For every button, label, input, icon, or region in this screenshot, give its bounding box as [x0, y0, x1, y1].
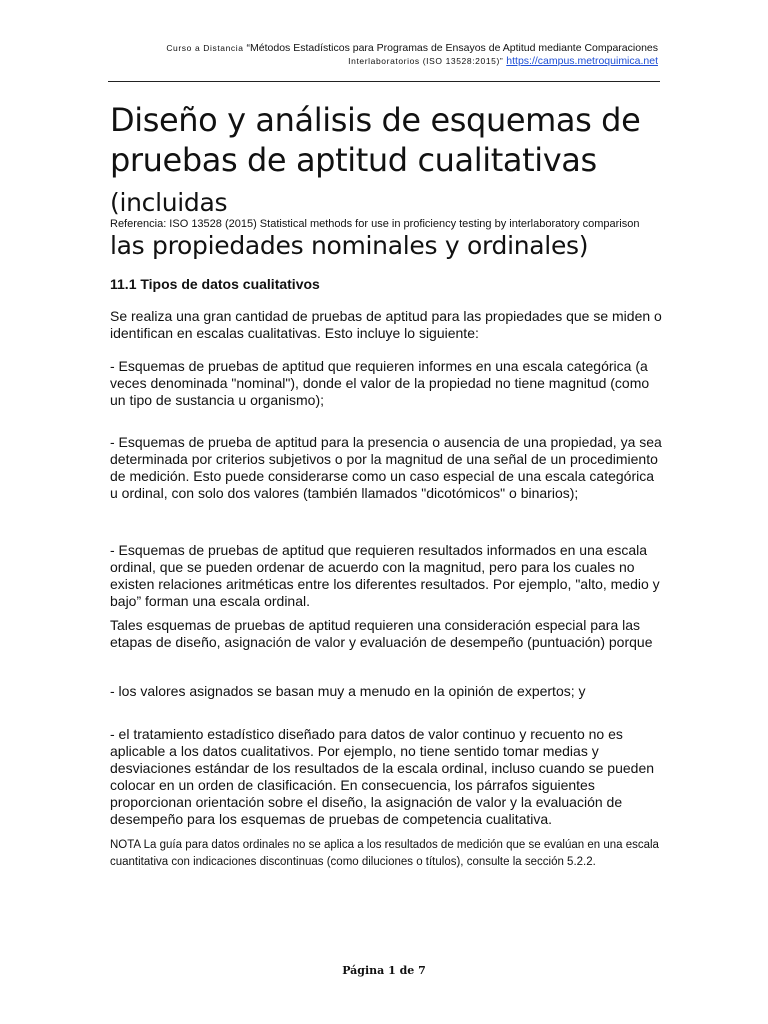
header-line-1	[110, 42, 658, 55]
header-line-2	[110, 55, 658, 68]
paragraph-consideration: Tales esquemas de pruebas de aptitud requieren una consideración especial para las etapas de diseño, asignación de valor y evaluación de desempeño (puntuación) porque	[110, 617, 653, 650]
reference-text: Referencia: ISO 13528 (2015) Statistical methods for use in proficiency testing by interlaboratory comparison	[110, 218, 640, 230]
paragraph-expert-opinion: - los valores asignados se basan muy a menudo en la opinión de expertos; y	[110, 683, 586, 699]
header-divider	[108, 81, 660, 82]
paragraph-dichotomous: - Esquemas de prueba de aptitud para la presencia o ausencia de una propiedad, ya sea determinada por criterios subjetivos o por la magnitud de una señal de un procedimiento de medición. Esto puede considerarse como un caso especial de una escala categórica u ordinal, con solo dos valores (también llamados "dicotómicos" o binarios);	[110, 434, 662, 501]
course-title-line2: Interlaboratorios (ISO 13528:2015)”	[348, 56, 504, 66]
section-title: 11.1 Tipos de datos cualitativos	[110, 276, 320, 292]
paragraph-categorical: - Esquemas de pruebas de aptitud que requieren informes en una escala categórica (a veces denominada "nominal"), donde el valor de la propiedad no tiene magnitud (como un tipo de sustancia u organismo);	[110, 358, 650, 408]
title-line3: las propiedades nominales y ordinales)	[110, 231, 589, 260]
note-text: NOTA La guía para datos ordinales no se aplica a los resultados de medición que se evalúan en una escala cuantitativa con indicaciones discontinuas (como diluciones o títulos), consulte la sección 5.2.2.	[110, 839, 659, 868]
page-title	[110, 100, 670, 266]
campus-link[interactable]: https://campus.metroquimica.net	[506, 55, 658, 67]
course-title-line1: “Métodos Estadísticos para Programas de Ensayos de Aptitud mediante Comparaciones	[246, 42, 658, 54]
page-header	[110, 42, 658, 68]
page-number: Página 1 de 7	[342, 964, 426, 977]
course-prefix: Curso a Distancia	[166, 43, 244, 53]
paragraph-intro: Se realiza una gran cantidad de pruebas de aptitud para las propiedades que se miden o identifican en escalas cualitativas. Esto incluye lo siguiente:	[110, 308, 662, 341]
title-paren-start: (incluidas	[110, 188, 228, 217]
paragraph-ordinal: - Esquemas de pruebas de aptitud que requieren resultados informados en una escala ordinal, que se pueden ordenar de acuerdo con la magnitud, pero para los cuales no existen relaciones aritméticas entre los diferentes resultados. Por ejemplo, "alto, medio y bajo” forman una escala ordinal.	[110, 542, 660, 609]
paragraph-statistical-treatment: - el tratamiento estadístico diseñado para datos de valor continuo y recuento no es aplicable a los datos cualitativos. Por ejemplo, no tiene sentido tomar medias y desviaciones estándar de los resultados de la escala ordinal, incluso cuando se pueden colocar en un orden de clasificación. En consecuencia, los párrafos siguientes proporcionan orientación sobre el diseño, la asignación de valor y la evaluación de desempeño para los esquemas de pruebas de competencia cualitativa.	[110, 726, 655, 827]
title-main: Diseño y análisis de esquemas de pruebas de aptitud cualitativas	[110, 101, 641, 179]
